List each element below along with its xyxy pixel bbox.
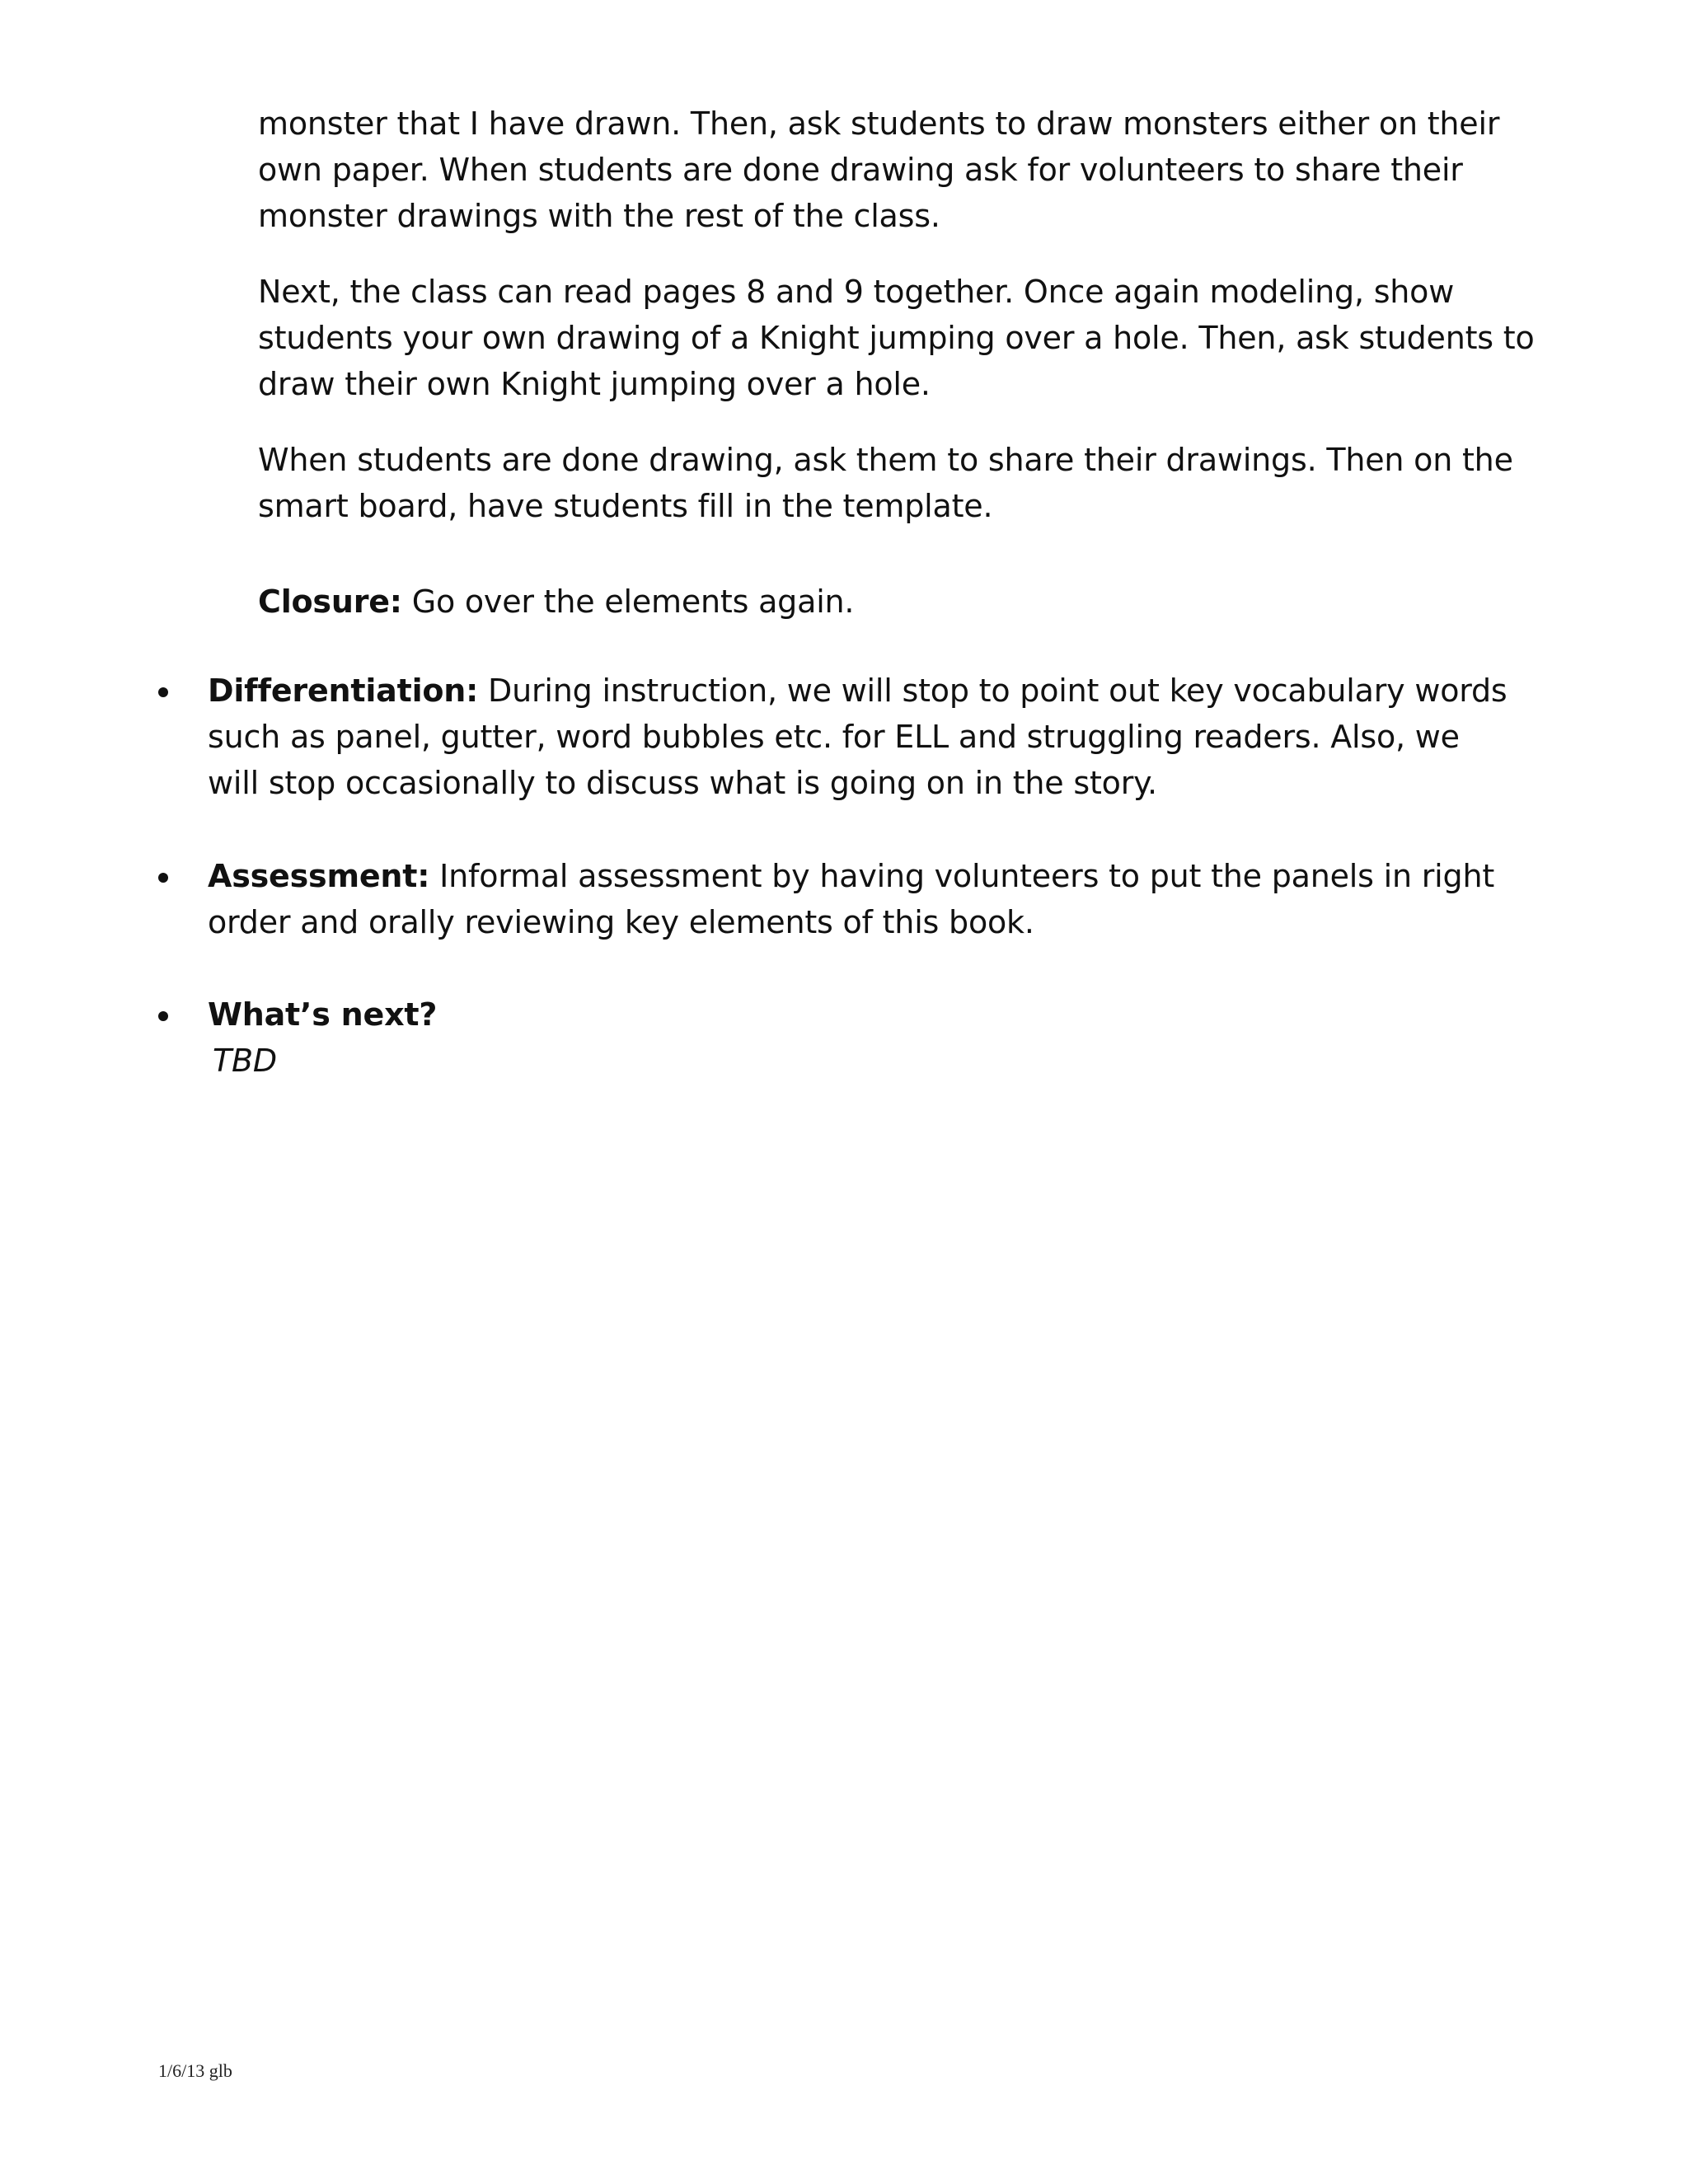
whats-next-text: TBD: [213, 1043, 277, 1079]
differentiation-text: During instruction, we will stop to point out key vocabulary words such as panel, gutter, word bubbles etc. for ELL and struggling readers. Also, we will stop occasionally to discuss what is going on in the story.: [208, 673, 1507, 801]
bullet-dot-icon: [158, 687, 168, 697]
closure-paragraph: [258, 579, 1544, 625]
closure-label: Closure:: [258, 583, 402, 620]
paragraph-share-drawings: When students are done drawing, ask them to share their drawings. Then on the smart board, have students fill in the template.: [258, 442, 1513, 524]
paragraph-knight-drawing: Next, the class can read pages 8 and 9 together. Once again modeling, show students your own drawing of a Knight jumping over a hole. Then, ask students to draw their own Knight jumping over a hole.: [258, 274, 1535, 402]
closure-text: Go over the elements again.: [401, 583, 855, 620]
bullet-dot-icon: [158, 1011, 168, 1021]
bullet-text: [208, 991, 1510, 1084]
bullet-dot-icon: [158, 873, 168, 883]
whats-next-label: What’s next?: [208, 996, 438, 1033]
footer-date-initials: 1/6/13 glb: [158, 2060, 232, 2081]
differentiation-label: Differentiation:: [208, 673, 479, 709]
paragraph-monster-drawing: monster that I have drawn. Then, ask students to draw monsters either on their own paper. When students are done drawing ask for volunteers to share their monster drawings with the rest of the class.: [258, 105, 1500, 234]
bullet-text: [208, 853, 1510, 945]
assessment-label: Assessment:: [208, 858, 430, 894]
assessment-text: Informal assessment by having volunteers to put the panels in right order and orally reviewing key elements of this book.: [208, 858, 1495, 940]
bullet-text: [208, 668, 1510, 806]
